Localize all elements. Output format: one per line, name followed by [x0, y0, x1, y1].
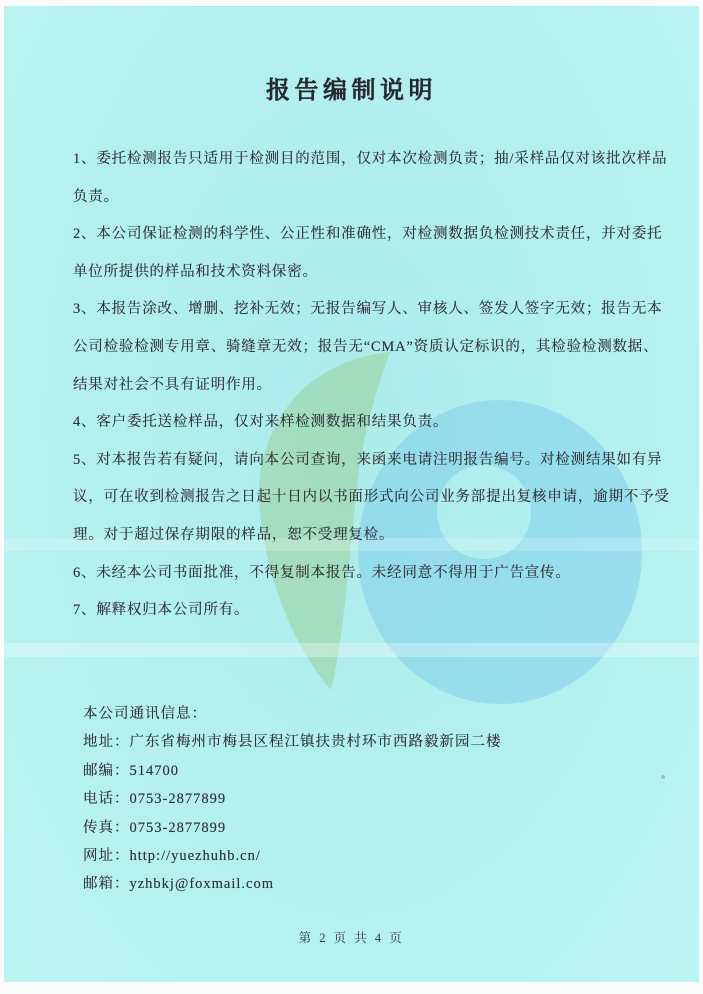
note-line-10: 议，可在收到检测报告之日起十日内以书面形式向公司业务部提出复核申请，逾期不予受 [73, 489, 670, 506]
note-line-13: 7、解释权归本公司所有。 [73, 602, 250, 619]
note-line-5: 3、本报告涂改、增删、挖补无效；无报告编写人、审核人、签发人签字无效；报告无本 [73, 301, 663, 318]
report-page [4, 6, 699, 982]
scan-artifact-band [4, 643, 699, 657]
contact-address: 地址：广东省梅州市梅县区程江镇扶贵村环市西路毅新园二楼 [83, 734, 502, 751]
note-line-12: 6、未经本公司书面批准，不得复制本报告。未经同意不得用于广告宣传。 [73, 564, 571, 581]
note-line-11: 理。对于超过保存期限的样品，恕不受理复检。 [73, 526, 395, 543]
report-notes [73, 141, 673, 630]
note-line-2: 负责。 [73, 188, 119, 205]
contact-info [83, 700, 502, 899]
note-line-9: 5、对本报告若有疑问，请向本公司查询，来函来电请注明报告编号。对检测结果如有异 [73, 451, 663, 468]
contact-phone: 电话：0753-2877899 [83, 791, 227, 808]
note-line-8: 4、客户委托送检样品，仅对来样检测数据和结果负责。 [73, 414, 449, 431]
note-line-6: 公司检验检测专用章、骑缝章无效；报告无“CMA”资质认定标识的，其检验检测数据、 [73, 338, 659, 355]
scan-speck [661, 775, 665, 779]
page-title: 报告编制说明 [266, 78, 437, 104]
contact-email: 邮箱：yzhbkj@foxmail.com [83, 876, 275, 893]
page-number: 第 2 页 共 4 页 [298, 931, 405, 945]
note-line-1: 1、委托检测报告只适用于检测目的范围，仅对本次检测负责；抽/采样品仅对该批次样品 [73, 151, 668, 167]
contact-postcode: 邮编：514700 [83, 762, 179, 779]
contact-website: 网址：http://yuezhuhb.cn/ [83, 847, 261, 864]
note-line-3: 2、本公司保证检测的科学性、公正性和准确性，对检测数据负检测技术责任，并对委托 [73, 226, 663, 243]
note-line-4: 单位所提供的样品和技术资料保密。 [73, 263, 318, 280]
contact-heading: 本公司通讯信息： [83, 706, 207, 722]
contact-fax: 传真：0753-2877899 [83, 819, 227, 836]
note-line-7: 结果对社会不具有证明作用。 [73, 376, 272, 393]
